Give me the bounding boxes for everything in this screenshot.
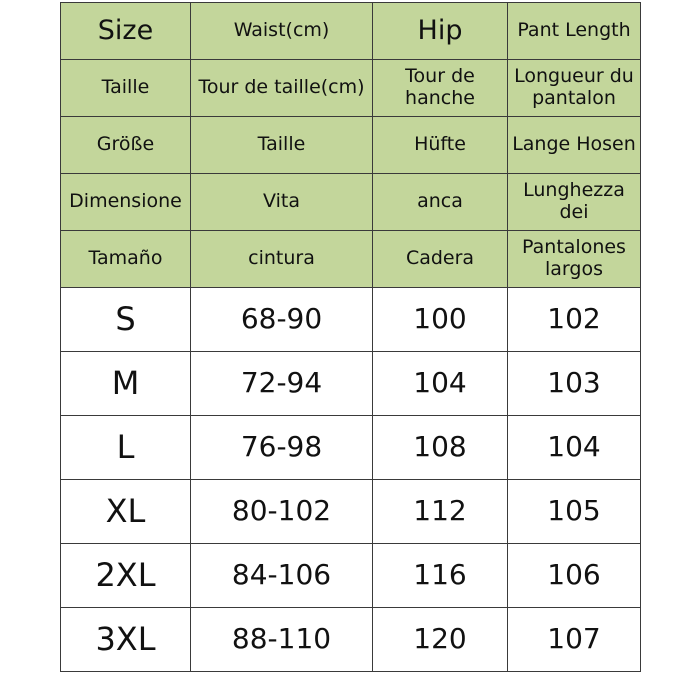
header-cell-waist: Vita [191,174,373,231]
waist-cell: 68-90 [191,288,373,352]
size-cell: 3XL [61,608,191,672]
header-cell-waist: cintura [191,231,373,288]
header-cell-size: Taille [61,60,191,117]
hip-cell: 108 [373,416,508,480]
header-row-french [61,60,641,117]
size-cell: L [61,416,191,480]
pant-length-cell: 103 [508,352,641,416]
size-cell: 2XL [61,544,191,608]
size-chart-table [60,2,641,672]
pant-length-cell: 104 [508,416,641,480]
header-row-english [61,3,641,60]
size-row-2xl [61,544,641,608]
header-cell-size: Dimensione [61,174,191,231]
hip-cell: 100 [373,288,508,352]
header-cell-hip: Hüfte [373,117,508,174]
hip-cell: 116 [373,544,508,608]
pant-length-cell: 107 [508,608,641,672]
size-row-xl [61,480,641,544]
size-cell: XL [61,480,191,544]
size-row-l [61,416,641,480]
header-row-spanish [61,231,641,288]
hip-cell: 112 [373,480,508,544]
size-cell: S [61,288,191,352]
hip-cell: 104 [373,352,508,416]
header-cell-size: Größe [61,117,191,174]
pant-length-cell: 106 [508,544,641,608]
pant-length-cell: 105 [508,480,641,544]
size-cell: M [61,352,191,416]
header-cell-waist: Tour de taille(cm) [191,60,373,117]
waist-cell: 88-110 [191,608,373,672]
size-row-s [61,288,641,352]
header-cell-hip: Cadera [373,231,508,288]
size-row-3xl [61,608,641,672]
waist-cell: 76-98 [191,416,373,480]
waist-cell: 72-94 [191,352,373,416]
header-cell-waist: Waist(cm) [191,3,373,60]
hip-cell: 120 [373,608,508,672]
pant-length-cell: 102 [508,288,641,352]
header-cell-pant-length: Pantalones largos [508,231,641,288]
waist-cell: 80-102 [191,480,373,544]
size-row-m [61,352,641,416]
header-cell-hip: Tour de hanche [373,60,508,117]
header-cell-size: Size [61,3,191,60]
header-cell-hip: Hip [373,3,508,60]
header-cell-pant-length: Lunghezza dei [508,174,641,231]
header-row-italian [61,174,641,231]
header-cell-waist: Taille [191,117,373,174]
header-cell-hip: anca [373,174,508,231]
header-cell-pant-length: Lange Hosen [508,117,641,174]
header-cell-pant-length: Pant Length [508,3,641,60]
header-cell-pant-length: Longueur du pantalon [508,60,641,117]
waist-cell: 84-106 [191,544,373,608]
header-row-german [61,117,641,174]
header-cell-size: Tamaño [61,231,191,288]
